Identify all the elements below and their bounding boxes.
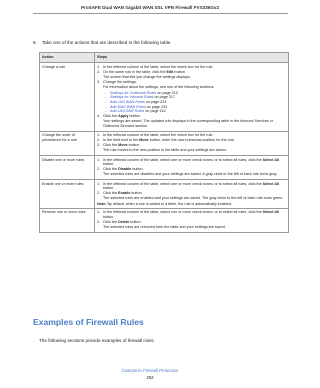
footer-chapter: Customize Firewall Protection xyxy=(121,368,179,373)
list-item: 1. In the leftmost column of the table, select the check box for the rule. xyxy=(97,133,214,138)
table-row xyxy=(40,180,289,209)
page-number: 252 xyxy=(146,375,154,380)
move-button-label: Move xyxy=(139,138,149,143)
step-number: 9. xyxy=(33,40,37,45)
action-cell: Change a rule xyxy=(40,63,95,131)
steps-list xyxy=(97,65,286,129)
list-item: 2. On the same row in the table, click the Edit button. The screen that lets you change the settings displays. xyxy=(97,70,286,80)
note-text: By default, when a rule is added to a table, the rule is automatically enabled. xyxy=(106,201,232,206)
table-header-row xyxy=(40,53,289,63)
steps-cell xyxy=(95,63,289,131)
list-item: 1. In the leftmost column of the table, select one or more check boxes, or to select all rules, click the Select All button. xyxy=(97,157,280,167)
select-all-button-label: Select All xyxy=(262,181,280,186)
steps-cell xyxy=(95,156,289,180)
delete-button-label: Delete xyxy=(118,219,130,224)
steps-cell xyxy=(95,208,289,232)
steps-list xyxy=(97,210,286,229)
step-note: The rule moves to the new position in the table and your settings are saved. xyxy=(103,148,227,153)
list-item: 3. Change the settings. For information about the settings, see one of the following sections: - Settings for Outbound Rules on page 212 - Settings for Inbound Rules on page 217 - Add LAN WAN Rules on page 223 - Add DMZ WAN Rules on page 233 - Add LAN DMZ Rules on page 242 xyxy=(97,80,286,113)
select-all-button-label: Select All xyxy=(262,157,280,162)
step-note: Your settings are saved. The updated rule displays in the corresponding table in the Inbound Services or Outbound Services section. xyxy=(103,119,273,128)
list-item: 2. In the field next to the Move button, enter the new numerical position for the rule. xyxy=(97,138,235,143)
edit-button-label: Edit xyxy=(166,69,174,74)
step-note: The selected rules are enabled and your settings are saved. The gray circle to the left of each rule turns green. xyxy=(103,196,284,201)
table-row xyxy=(40,63,289,131)
move-button-label: Move xyxy=(118,143,128,148)
note xyxy=(97,202,286,207)
list-item: 2. Click the Disable button. The selected rules are disabled and your settings are saved. A gray circle to the left of each rule turns gray. xyxy=(97,167,286,177)
disable-button-label: Disable xyxy=(118,167,132,172)
actions-table xyxy=(39,52,289,233)
page-header: ProSAFE Dual WAN Gigabit WAN SSL VPN Firewall FVS336Gv2 xyxy=(80,5,219,10)
reference-link[interactable]: - Add DMZ WAN Rules on page 233 xyxy=(105,104,168,109)
step-text: Take one of the actions that are described in the following table. xyxy=(42,40,172,45)
column-header-action: Action xyxy=(40,53,95,63)
list-item: 3. Click the Move button. The rule moves to the new position in the table and your settings are saved. xyxy=(97,143,286,153)
step-note: For information about the settings, see one of the following sections: xyxy=(103,85,215,90)
steps-list xyxy=(97,182,286,201)
note-label: Note: xyxy=(97,201,107,206)
list-item: 1. In the leftmost column of the table, select one or more check boxes, or to select all rules, click the Select All button. xyxy=(97,210,280,219)
column-header-steps: Steps xyxy=(95,53,289,63)
list-item: 2. Click the Delete button. The selected rules are removed from the table and your settings are saved. xyxy=(97,220,286,230)
select-all-button-label: Select All xyxy=(262,210,280,215)
reference-link[interactable]: - Add LAN DMZ Rules on page 242 xyxy=(105,109,166,114)
step-9 xyxy=(33,40,288,46)
list-item: 1. In the leftmost column of the table, select the check box for the rule. xyxy=(97,64,214,69)
table-row xyxy=(40,131,289,156)
steps-cell xyxy=(95,131,289,156)
reference-links xyxy=(105,91,286,114)
action-cell: Remove one or more rules xyxy=(40,208,95,232)
steps-list xyxy=(97,158,286,177)
apply-button-label: Apply xyxy=(118,114,129,119)
step-note: The screen that lets you change the settings displays. xyxy=(103,74,191,79)
reference-link[interactable]: - Settings for Outbound Rules on page 212 xyxy=(105,90,178,95)
header-rule xyxy=(33,13,288,14)
steps-list xyxy=(97,133,286,153)
action-cell: Change the order of precedence for a rule xyxy=(40,131,95,156)
reference-link[interactable]: - Settings for Inbound Rules on page 217 xyxy=(105,95,175,100)
action-cell: Disable one or more rules xyxy=(40,156,95,180)
table-row xyxy=(40,208,289,232)
reference-link[interactable]: - Add LAN WAN Rules on page 223 xyxy=(105,99,167,104)
list-item: 4. Click the Apply button. Your settings are saved. The updated rule displays in the corresponding table in the Inbound Services or Outbound Services section. xyxy=(97,114,286,128)
step-note: The selected rules are disabled and your settings are saved. A gray circle to the left of each rule turns gray. xyxy=(103,172,278,177)
table-row xyxy=(40,156,289,180)
action-cell: Enable one or more rules xyxy=(40,180,95,209)
list-item: 2. Click the Enable button. The selected rules are enabled and your settings are saved. The gray circle to the left of each rule turns green. xyxy=(97,191,286,201)
section-text: The following sections provide examples of firewall rules: xyxy=(39,338,155,343)
list-item: 1. In the leftmost column of the table, select one or more check boxes, or to select all rules, click the Select All button. xyxy=(97,181,280,191)
step-note: The selected rules are removed from the table and your settings are saved. xyxy=(103,224,226,229)
steps-cell xyxy=(95,180,289,209)
section-title: Examples of Firewall Rules xyxy=(33,317,144,327)
enable-button-label: Enable xyxy=(118,191,131,196)
